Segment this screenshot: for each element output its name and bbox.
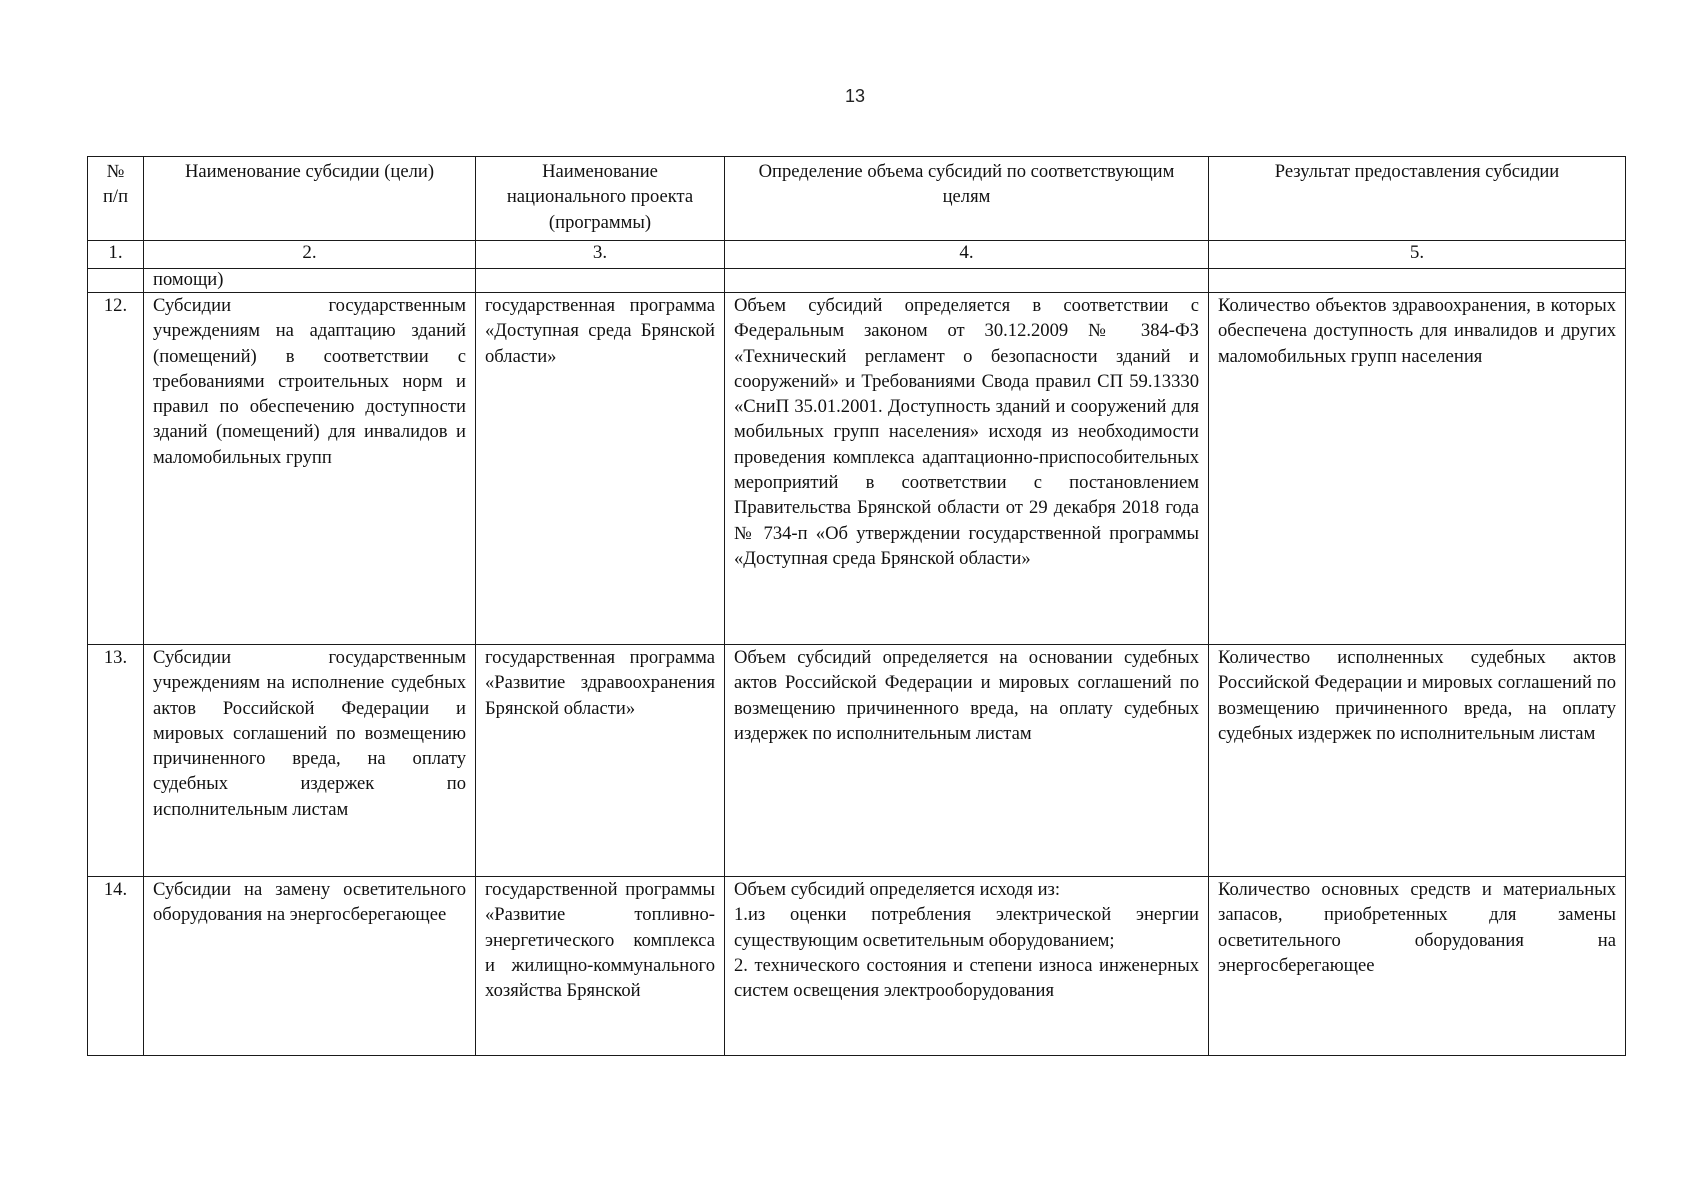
column-number: 4.: [725, 241, 1209, 269]
carryover-num: [88, 269, 144, 293]
row-number: 14.: [88, 877, 144, 1056]
carryover-definition: [725, 269, 1209, 293]
table-row: [88, 877, 1626, 1056]
carryover-row: [88, 269, 1626, 293]
column-number: 3.: [476, 241, 725, 269]
subsidy-table: [87, 156, 1626, 1056]
header-row: [88, 157, 1626, 241]
row-number: 13.: [88, 645, 144, 877]
program-cell: государственной программы «Развитие топливно-энергетического комплекса и жилищно-коммунального хозяйства Брянской: [476, 877, 725, 1056]
volume-definition-cell: Объем субсидий определяется на основании судебных актов Российской Федерации и мировых соглашений по возмещению причиненного вреда, на оплату судебных издержек по исполнительным листам: [725, 645, 1209, 877]
volume-definition-cell: Объем субсидий определяется в соответствии с Федеральным законом от 30.12.2009 № 384-ФЗ «Технический регламент о безопасности зданий и сооружений» и Требованиями Свода правил СП 59.13330 «СниП 35.01.2001. Доступность зданий и сооружений для мобильных групп населения» исходя из необходимости проведения комплекса адаптационно-приспособительных мероприятий в соответствии с постановлением Правительства Брянской области от 29 декабря 2018 года № 734-п «Об утверждении государственной программы «Доступная среда Брянской области»: [725, 293, 1209, 645]
column-number: 1.: [88, 241, 144, 269]
header-national-project: Наименование национального проекта (программы): [476, 157, 725, 241]
column-number: 2.: [144, 241, 476, 269]
subsidy-name-cell: Субсидии на замену осветительного оборудования на энергосберегающее: [144, 877, 476, 1056]
header-subsidy-name: Наименование субсидии (цели): [144, 157, 476, 241]
header-num: № п/п: [88, 157, 144, 241]
result-cell: Количество основных средств и материальных запасов, приобретенных для замены осветительного оборудования на энергосберегающее: [1209, 877, 1626, 1056]
carryover-program: [476, 269, 725, 293]
table-row: [88, 645, 1626, 877]
definition-line: 2. технического состояния и степени износа инженерных систем освещения электрооборудования: [734, 954, 1199, 1002]
result-cell: Количество объектов здравоохранения, в которых обеспечена доступность для инвалидов и других маломобильных групп населения: [1209, 293, 1626, 645]
definition-line: 1.из оценки потребления электрической энергии существующим осветительным оборудованием;: [734, 904, 1199, 951]
program-cell: государственная программа «Развитие здравоохранения Брянской области»: [476, 645, 725, 877]
header-volume-definition: Определение объема субсидий по соответствующим целям: [725, 157, 1209, 241]
row-number: 12.: [88, 293, 144, 645]
definition-line: Объем субсидий определяется исходя из:: [734, 879, 1061, 900]
result-cell: Количество исполненных судебных актов Российской Федерации и мировых соглашений по возмещению причиненного вреда, на оплату судебных издержек по исполнительным листам: [1209, 645, 1626, 877]
volume-definition-cell: [725, 877, 1209, 1056]
subsidy-name-cell: Субсидии государственным учреждениям на адаптацию зданий (помещений) в соответствии с требованиями строительных норм и правил по обеспечению доступности зданий (помещений) для инвалидов и маломобильных групп: [144, 293, 476, 645]
table-row: [88, 293, 1626, 645]
carryover-result: [1209, 269, 1626, 293]
program-cell: государственная программа «Доступная среда Брянской области»: [476, 293, 725, 645]
column-number-row: [88, 241, 1626, 269]
column-number: 5.: [1209, 241, 1626, 269]
subsidy-name-cell: Субсидии государственным учреждениям на исполнение судебных актов Российской Федерации и мировых соглашений по возмещению причиненного вреда, на оплату судебных издержек по исполнительным листам: [144, 645, 476, 877]
carryover-name: помощи): [144, 269, 476, 293]
header-result: Результат предоставления субсидии: [1209, 157, 1626, 241]
page-number: 13: [844, 86, 866, 106]
